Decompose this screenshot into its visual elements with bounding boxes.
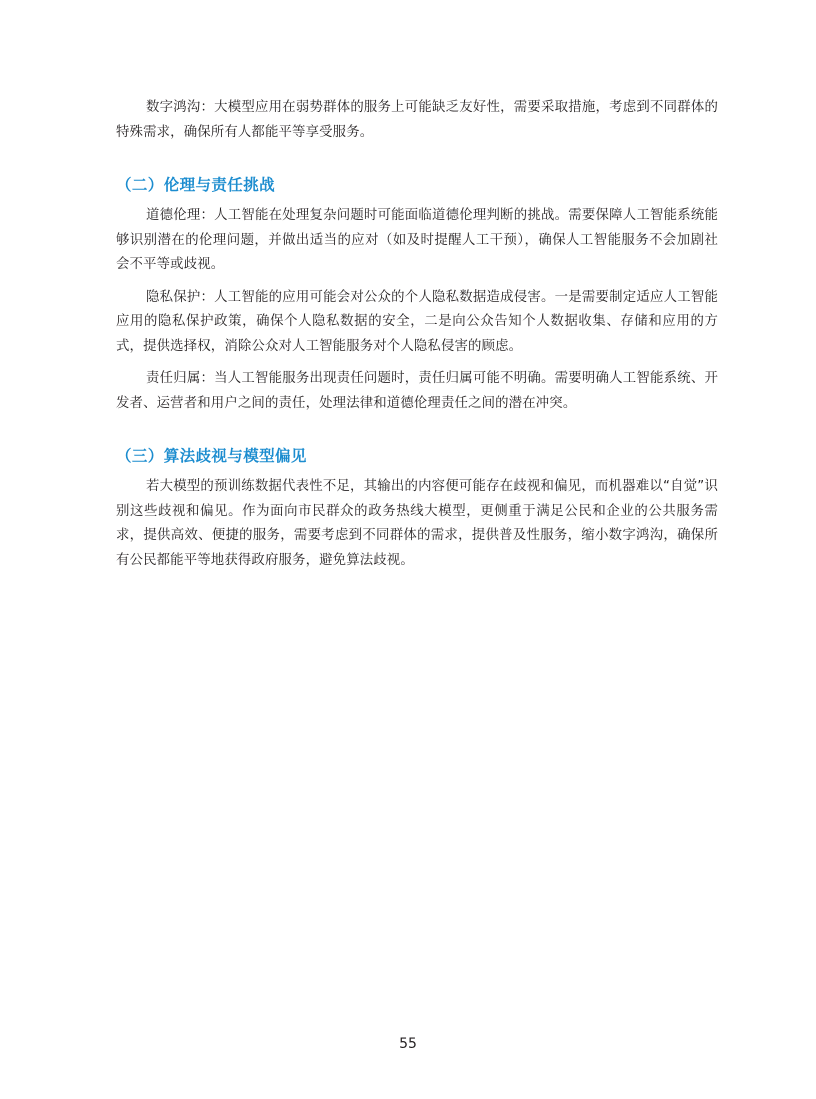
paragraph-algorithm-bias: 若大模型的预训练数据代表性不足，其输出的内容便可能存在歧视和偏见，而机器难以“自觉”识别这些歧视和偏见。作为面向市民群众的政务热线大模型，更侧重于满足公民和企业的公共服务需求，提供高效、便捷的服务，需要考虑到不同群体的需求，提供普及性服务，缩小数字鸿沟，确保所有公民都能平等地获得政府服务，避免算法歧视。 xyxy=(116,479,718,568)
paragraph-moral-ethics: 道德伦理：人工智能在处理复杂问题时可能面临道德伦理判断的挑战。需要保障人工智能系统能够识别潜在的伦理问题，并做出适当的应对（如及时提醒人工干预），确保人工智能服务不会加剧社会不平等或歧视。 xyxy=(116,208,718,272)
paragraph-privacy-protection: 隐私保护：人工智能的应用可能会对公众的个人隐私数据造成侵害。一是需要制定适应人工智能应用的隐私保护政策，确保个人隐私数据的安全，二是向公众告知个人数据收集、存储和应用的方式，提供选择权，消除公众对人工智能服务对个人隐私侵害的顾虑。 xyxy=(116,289,718,354)
page-number: 55 xyxy=(399,1036,417,1052)
heading-algorithm-bias: （三）算法歧视与模型偏见 xyxy=(116,447,307,465)
heading-ethics-responsibility: （二）伦理与责任挑战 xyxy=(116,176,276,194)
paragraph-responsibility-attribution: 责任归属：当人工智能服务出现责任问题时，责任归属可能不明确。需要明确人工智能系统、开发者、运营者和用户之间的责任，处理法律和道德伦理责任之间的潜在冲突。 xyxy=(116,371,718,411)
paragraph-digital-divide: 数字鸿沟：大模型应用在弱势群体的服务上可能缺乏友好性，需要采取措施，考虑到不同群体的特殊需求，确保所有人都能平等享受服务。 xyxy=(116,100,718,140)
page-content xyxy=(116,96,718,573)
